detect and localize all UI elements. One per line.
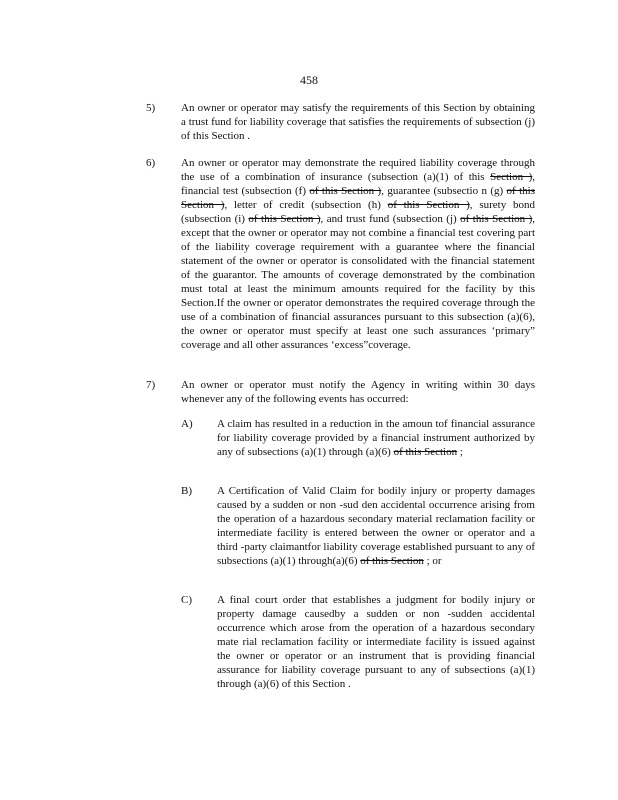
paragraph-text <box>217 484 535 568</box>
paragraph-text <box>181 378 535 406</box>
item-number: 6) <box>146 157 156 169</box>
subitem-letter: C) <box>181 594 192 606</box>
deleted-text: Section ) <box>490 171 533 183</box>
subparagraph-c <box>217 593 535 691</box>
text-run: A claim has resulted in a reduction in the amoun tof financial assurance for liability coverage provided by a financial instrument authorized by any of subsections (a)(1) through (a)(6) <box>217 418 535 458</box>
paragraph-text <box>217 417 535 459</box>
deleted-text: of this Section ) <box>248 213 321 225</box>
text-run: , letter of credit (subsection (h) <box>224 199 388 211</box>
deleted-text: of this Section <box>393 446 458 458</box>
text-run: , except that the owner or operator may not combine a financial test covering part of the liability coverage requirement with a guarantee where the financial statement of the owner or operator is consolidated with the financial statement of the guarantor. The amounts of coverage demonstrated by the combination must total at least the minimum amounts required for the facility by this Section.If the owner or operator demonstrates the required coverage through the use of a combination of financial assurances pursuant to this subsection (a)(6), the owner or operator must specify at least one such assurances ‘primary” coverage and all other assurances ‘excess”coverage. <box>181 213 536 351</box>
subitem-letter: A) <box>181 418 193 430</box>
item-number: 5) <box>146 102 156 114</box>
paragraph-item-5 <box>181 101 535 143</box>
subparagraph-b <box>217 484 535 568</box>
paragraph-text <box>217 593 535 691</box>
text-run: An owner or operator must notify the Agency in writing within 30 days whenever any of the following events has occurred: <box>181 379 535 405</box>
page-number: 458 <box>300 73 318 87</box>
paragraph-item-7 <box>181 378 535 406</box>
text-run: , and trust fund (subsection (j) <box>320 213 461 225</box>
paragraph-text <box>181 156 535 352</box>
subparagraph-a <box>217 417 535 459</box>
text-run: A Certification of Valid Claim for bodily injury or property damages caused by a sudden or non -sud den accidental occurrence arising from the operation of a hazardous secondary material reclamation facility or intermediate facility is entered between the owner or operator and a third -party claimantfor liability coverage established pursuant to any of subsections (a)(1) through(a)(6) <box>217 485 535 567</box>
text-run: An owner or operator may satisfy the requirements of this Section by obtaining a trust fund for liability coverage that satisfies the requirements of subsection (j) of this Section . <box>181 102 535 142</box>
subitem-letter: B) <box>181 485 192 497</box>
text-run: An owner or operator may demonstrate the required liability coverage through the use of a combination of insurance (subsection (a)(1) of this <box>181 157 535 183</box>
text-run: , guarantee (subsectio n (g) <box>381 185 507 197</box>
deleted-text: of this Section <box>360 555 424 567</box>
deleted-text: of this Section ) <box>387 199 470 211</box>
deleted-text: of this Section ) <box>460 213 533 225</box>
text-run: ; or <box>423 555 442 567</box>
text-run: A final court order that establishes a judgment for bodily injury or property damage causedby a sudden or non -sudden accidental occurrence which arose from the operation of a hazardous secondary mate rial reclamation facility or intermediate facility is issued against the owner or operator or an instrument that is providing financial assurance for liability coverage pursuant to any of subsections (a)(1) through (a)(6) of this Section . <box>217 594 535 690</box>
item-number: 7) <box>146 379 156 391</box>
text-run: , surety bond (subsection (i) <box>181 199 535 225</box>
deleted-text: of this Section ) <box>309 185 382 197</box>
text-run: ; <box>457 446 463 458</box>
text-run: , financial test (subsection (f) <box>181 171 535 197</box>
paragraph-item-6 <box>181 156 535 352</box>
paragraph-text <box>181 101 535 143</box>
deleted-text: of this Section ) <box>181 185 535 211</box>
